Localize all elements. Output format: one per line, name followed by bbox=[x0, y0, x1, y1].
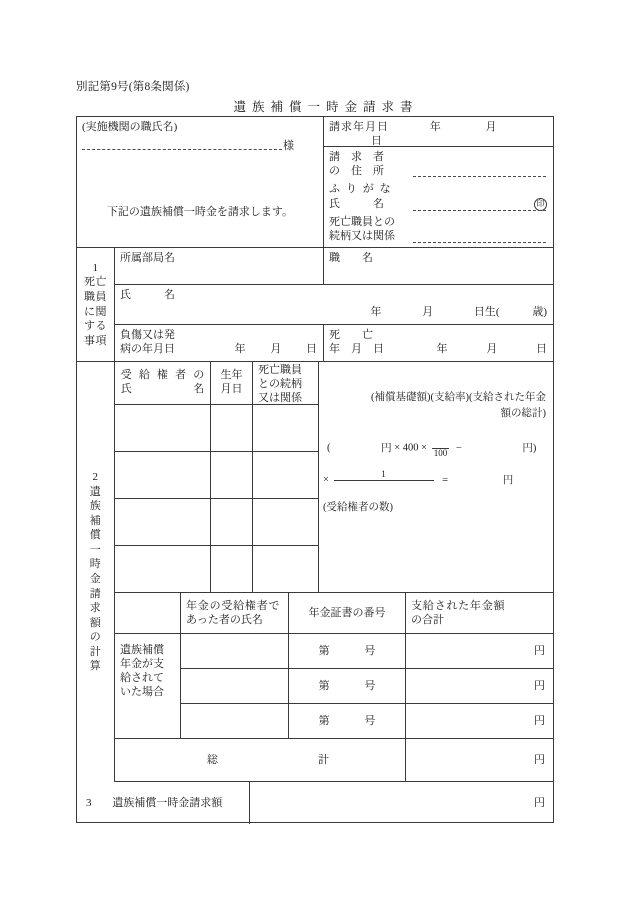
section2-label-char-8: 請 bbox=[89, 587, 102, 600]
department-cell bbox=[114, 247, 323, 285]
formula-times-1: × bbox=[394, 442, 401, 454]
table-row[interactable] bbox=[288, 669, 405, 704]
pension-total-label-left: 総 bbox=[207, 754, 218, 766]
deceased-birth-date bbox=[370, 305, 547, 319]
section1-label bbox=[77, 247, 114, 361]
death-label-line1: 死 亡 bbox=[329, 329, 373, 341]
pension-total-label-right: 計 bbox=[318, 754, 329, 766]
pension-header-name-line1: 年金の受給権者で bbox=[186, 600, 280, 612]
table-row[interactable] bbox=[210, 405, 252, 452]
section1-label-char-3: に関 bbox=[83, 305, 107, 318]
recipient-header-relation-line3: 又は関係 bbox=[258, 392, 302, 405]
table-row[interactable] bbox=[252, 546, 318, 593]
page-title: 遺族補償一時金請求書 bbox=[233, 100, 419, 114]
pension-header-cert bbox=[288, 593, 405, 634]
section2-label bbox=[77, 361, 114, 782]
birth-month: 月 bbox=[422, 306, 434, 318]
claimant-address-group bbox=[329, 150, 548, 182]
formula-equals: = bbox=[442, 474, 449, 486]
section2-label-char-4: 償 bbox=[89, 529, 102, 542]
claimant-name-group bbox=[329, 182, 548, 215]
recipient-header-name bbox=[114, 361, 210, 405]
formula-yen-1: 円 bbox=[381, 442, 392, 454]
formula-yen-3: 円 bbox=[502, 474, 514, 486]
pension-header-name bbox=[180, 593, 288, 634]
amount-unit: 円 bbox=[534, 680, 545, 692]
formula-caption-line1: (補償基礎額)(支給率)(支給された年金 bbox=[371, 392, 546, 403]
section2-label-char-13: 算 bbox=[89, 660, 102, 673]
pension-total-label-cell bbox=[114, 739, 405, 782]
address-dash-line bbox=[413, 176, 546, 177]
death-label-line2: 年 月 日 bbox=[329, 343, 384, 356]
formula-yen-2: 円) bbox=[522, 442, 537, 454]
form-table bbox=[76, 116, 554, 823]
birth-age: 歳) bbox=[532, 306, 547, 318]
formula-count-fraction bbox=[334, 470, 434, 490]
header-left-block bbox=[77, 117, 323, 247]
pension-row-label-line2: 給されて bbox=[120, 672, 164, 685]
table-row[interactable] bbox=[252, 405, 318, 452]
agency-name-line bbox=[82, 136, 318, 152]
formula-fraction-numerator: 1 bbox=[381, 469, 386, 479]
section1-label-char-2: 職員 bbox=[83, 290, 107, 303]
section3-amount-cell[interactable] bbox=[249, 782, 553, 824]
table-row[interactable] bbox=[210, 452, 252, 499]
death-month: 月 bbox=[486, 343, 498, 355]
implementing-agency-label: (実施機関の職氏名) bbox=[82, 121, 178, 133]
claimant-info-block bbox=[323, 147, 553, 247]
table-row[interactable] bbox=[114, 546, 210, 593]
cert-suffix: 号 bbox=[364, 680, 376, 692]
recipient-header-birth-line1: 生年 bbox=[220, 369, 243, 381]
formula-denominator-caption: (受給権者の数) bbox=[323, 502, 393, 513]
section1-label-char-5: 事項 bbox=[83, 334, 107, 347]
cert-suffix: 号 bbox=[364, 645, 376, 657]
table-row[interactable] bbox=[180, 704, 288, 739]
recipient-header-name-line2: 氏 名 bbox=[120, 383, 205, 396]
section2-label-char-12: 計 bbox=[89, 645, 102, 658]
table-row[interactable] bbox=[405, 634, 553, 669]
pension-header-amount-line2: の合計 bbox=[411, 614, 444, 627]
pension-total-amount-cell[interactable] bbox=[405, 739, 553, 782]
amount-unit: 円 bbox=[534, 645, 545, 657]
section1-label-char-4: する bbox=[83, 320, 107, 333]
formula-minus: − bbox=[455, 442, 462, 454]
section2-label-char-2: 族 bbox=[89, 500, 102, 513]
section2-label-char-11: の bbox=[89, 631, 102, 644]
formula-fraction-denominator-rule bbox=[334, 480, 434, 490]
position-label: 職 名 bbox=[329, 252, 373, 264]
section2-label-char-6: 時 bbox=[89, 558, 102, 571]
formula-rate-numerator bbox=[432, 438, 450, 448]
death-day: 日 bbox=[536, 343, 547, 355]
injury-year: 年 bbox=[234, 343, 246, 355]
death-date-fields bbox=[437, 342, 548, 356]
formula-times-3: × bbox=[323, 474, 329, 486]
injury-month: 月 bbox=[270, 343, 282, 355]
table-row[interactable] bbox=[252, 499, 318, 546]
birth-year: 年 bbox=[370, 306, 382, 318]
claim-statement: 下記の遺族補償一時金を請求します。 bbox=[106, 206, 294, 218]
amount-unit: 円 bbox=[534, 715, 545, 727]
pension-row-label-line1: 年金が支 bbox=[120, 658, 164, 671]
section2-label-char-9: 求 bbox=[89, 602, 102, 615]
department-label: 所属部局名 bbox=[120, 252, 175, 264]
recipient-header-relation-line2: との続柄 bbox=[258, 378, 302, 391]
formula-open-paren: ( bbox=[327, 442, 331, 454]
formula-rate-denominator: 100 bbox=[433, 448, 448, 458]
death-date-cell bbox=[323, 325, 553, 361]
pension-header-cert-text: 年金証書の番号 bbox=[308, 607, 386, 619]
formula-caption-line2: 額の総計) bbox=[500, 407, 546, 419]
claim-date-row bbox=[323, 117, 553, 147]
relation-label-line1: 死亡職員との bbox=[329, 216, 395, 228]
section3-label: 遺族補償一時金請求額 bbox=[112, 797, 223, 809]
section2-label-char-3: 補 bbox=[89, 514, 102, 527]
cert-prefix: 第 bbox=[318, 715, 330, 727]
recipient-header-relation bbox=[252, 361, 318, 405]
position-cell bbox=[323, 247, 553, 285]
section2-label-char-0: 2 bbox=[92, 471, 99, 484]
section2-label-char-7: 金 bbox=[89, 573, 102, 585]
pension-header-name-line2: あった者の氏名 bbox=[186, 614, 263, 627]
table-row[interactable] bbox=[288, 704, 405, 739]
relation-dash-line bbox=[413, 242, 546, 243]
recipient-header-relation-line1: 死亡職員 bbox=[258, 364, 302, 376]
table-row[interactable] bbox=[114, 499, 210, 546]
formula-multiplier: 400 bbox=[402, 442, 419, 454]
table-row[interactable] bbox=[210, 546, 252, 593]
cert-suffix: 号 bbox=[364, 715, 376, 727]
relation-label-line2: 続柄又は関係 bbox=[329, 230, 395, 242]
injury-date-cell bbox=[114, 325, 323, 361]
section2-label-char-10: 額 bbox=[89, 616, 102, 629]
section3-number: 3 bbox=[86, 797, 92, 809]
formula-times-2: × bbox=[421, 442, 428, 454]
table-row[interactable] bbox=[405, 704, 553, 739]
formula-line1 bbox=[327, 438, 536, 458]
formula-rate-fraction bbox=[432, 438, 450, 458]
section2-label-char-1: 遺 bbox=[89, 485, 102, 498]
claim-date-day: 日 bbox=[371, 135, 382, 148]
cert-prefix: 第 bbox=[318, 680, 330, 692]
formula-cell bbox=[318, 361, 553, 593]
name-dash-line bbox=[413, 210, 546, 211]
table-row[interactable] bbox=[252, 452, 318, 499]
furigana-label bbox=[329, 182, 391, 196]
seal-icon: 印 bbox=[534, 198, 547, 211]
deceased-name-label: 氏 名 bbox=[120, 289, 175, 301]
deceased-name-cell bbox=[114, 285, 553, 325]
pension-row-label bbox=[114, 634, 180, 739]
section1-label-char-0: 1 bbox=[92, 261, 99, 274]
pension-row-label-line0: 遺族補償 bbox=[120, 644, 164, 656]
section1-label-char-1: 死亡 bbox=[83, 276, 107, 289]
agency-dash-line bbox=[82, 149, 282, 150]
formula-caption bbox=[319, 390, 554, 422]
section3-unit: 円 bbox=[534, 797, 545, 809]
injury-label-line1: 負傷又は発 bbox=[120, 329, 175, 341]
claimant-label-line2: の 住 所 bbox=[329, 165, 384, 177]
injury-label-line2: 病の年月日 bbox=[120, 343, 175, 356]
pension-header-amount bbox=[405, 593, 553, 634]
birth-day: 日生( bbox=[473, 306, 500, 318]
cert-prefix: 第 bbox=[318, 645, 330, 657]
relation-group bbox=[329, 215, 548, 247]
furigana-label-text: ふりがな bbox=[329, 183, 391, 195]
honorific-sama: 様 bbox=[283, 140, 294, 152]
table-row[interactable] bbox=[180, 634, 288, 669]
pension-total-unit: 円 bbox=[534, 754, 545, 766]
table-row[interactable] bbox=[114, 405, 210, 452]
pension-row-label-line3: いた場合 bbox=[120, 686, 164, 699]
injury-day: 日 bbox=[306, 343, 317, 355]
claim-date-month: 月 bbox=[485, 121, 497, 133]
section2-label-char-5: 一 bbox=[89, 543, 102, 556]
formula-line2 bbox=[323, 470, 513, 490]
claim-date-year: 年 bbox=[429, 121, 441, 133]
injury-date-fields bbox=[235, 342, 318, 356]
claimant-label-line1: 請 求 者 bbox=[329, 151, 384, 163]
table-row[interactable] bbox=[288, 634, 405, 669]
recipient-header-birth-line2: 月日 bbox=[220, 383, 243, 396]
pension-row-label-spacer bbox=[114, 593, 180, 634]
death-year: 年 bbox=[436, 343, 448, 355]
recipient-header-birth bbox=[210, 361, 252, 405]
pension-header-amount-line1: 支給された年金額 bbox=[411, 600, 505, 612]
table-row[interactable] bbox=[405, 669, 553, 704]
table-row[interactable] bbox=[180, 669, 288, 704]
form-number: 別記第9号(第8条関係) bbox=[76, 81, 190, 93]
table-row[interactable] bbox=[210, 499, 252, 546]
name-label: 氏 名 bbox=[329, 198, 384, 210]
table-row[interactable] bbox=[114, 452, 210, 499]
claim-date-label: 請求年月日 bbox=[329, 121, 389, 133]
recipient-header-name-line1: 受給権者の bbox=[120, 369, 205, 381]
section3-label-cell bbox=[77, 782, 249, 824]
